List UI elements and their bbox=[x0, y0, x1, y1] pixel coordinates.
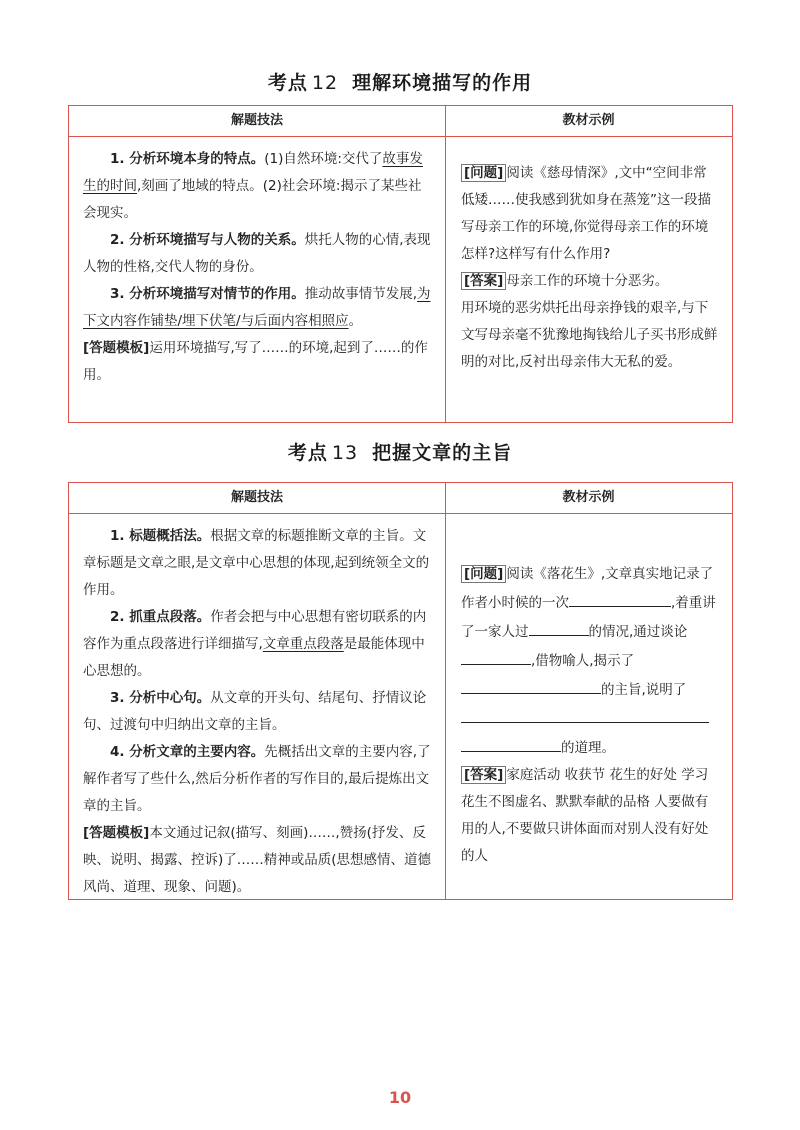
page-number: 10 bbox=[388, 1088, 412, 1107]
s2-technique-1: 1. 标题概括法。根据文章的标题推断文章的主旨。文章标题是文章之眼,是文章中心思想的体现,起到统领全文的作用。 bbox=[83, 528, 430, 598]
s1-answer-more: 用环境的恶劣烘托出母亲挣钱的艰辛,与下文写母亲毫不犹豫地掏钱给儿子买书形成鲜明的对比,反衬出母亲伟大无私的爱。 bbox=[461, 300, 718, 370]
blank-4 bbox=[461, 675, 601, 694]
s2-technique-2: 2. 抓重点段落。作者会把与中心思想有密切联系的内容作为重点段落进行详细描写,文章重点段落是最能体现中心思想的。 bbox=[83, 609, 427, 679]
section1-title-text: 理解环境描写的作用 bbox=[352, 72, 533, 94]
blank-3 bbox=[461, 646, 531, 665]
blank-5 bbox=[461, 704, 709, 723]
s1-technique-1: 1. 分析环境本身的特点。(1)自然环境:交代了故事发生的时间,刻画了地域的特点。(2)社会环境:揭示了某些社会现实。 bbox=[83, 151, 423, 221]
blank-1 bbox=[569, 588, 671, 607]
section1-column-divider bbox=[445, 106, 446, 422]
blank-6 bbox=[461, 733, 561, 752]
section2-title bbox=[0, 438, 800, 465]
s2-answer: [答案] 家庭活动 收获节 花生的好处 学习花生不图虚名、默默奉献的品格 人要做有用的人,不要做只讲体面而对别人没有好处的人 bbox=[461, 767, 709, 864]
section2-right-header: 教材示例 bbox=[445, 483, 732, 514]
s2-answer-template: [答题模板]本文通过记叙(描写、刻画)……,赞扬(抒发、反映、说明、揭露、控诉)了……精神或品质(思想感情、道德风尚、道理、现象、问题)。 bbox=[83, 825, 432, 895]
section2-title-text: 把握文章的主旨 bbox=[372, 442, 513, 464]
section1-right-header: 教材示例 bbox=[445, 106, 732, 137]
section1-left-header: 解题技法 bbox=[69, 106, 445, 137]
section2-right-content bbox=[461, 561, 719, 870]
s2-technique-4: 4. 分析文章的主要内容。先概括出文章的主要内容,了解作者写了些什么,然后分析作者的写作目的,最后提炼出文章的主旨。 bbox=[83, 744, 431, 814]
s2-question: [问题] 阅读《落花生》,文章真实地记录了作者小时候的一次 ,着重讲了一家人过 的情况,通过谈论,借物喻人,揭示了的主旨,说明了的道理。 bbox=[461, 566, 716, 756]
section1-right-content bbox=[461, 160, 719, 376]
section1-title-prefix: 考点 bbox=[267, 72, 308, 94]
section2-title-num: 13 bbox=[331, 442, 359, 464]
s1-answer-template: [答题模板]运用环境描写,写了……的环境,起到了……的作用。 bbox=[83, 340, 428, 383]
section2-column-divider bbox=[445, 483, 446, 899]
s1-technique-2: 2. 分析环境描写与人物的关系。烘托人物的心情,表现人物的性格,交代人物的身份。 bbox=[83, 232, 431, 275]
blank-2 bbox=[529, 617, 589, 636]
section2-table bbox=[68, 482, 733, 900]
section1-title-num: 12 bbox=[311, 72, 339, 94]
s1-answer: [答案] 母亲工作的环境十分恶劣。 bbox=[461, 268, 719, 295]
section2-left-content bbox=[83, 523, 433, 901]
section2-title-prefix: 考点 bbox=[287, 442, 328, 464]
section2-left-header: 解题技法 bbox=[69, 483, 445, 514]
s1-technique-3: 3. 分析环境描写对情节的作用。推动故事情节发展,为下文内容作铺垫/埋下伏笔/与后面内容相照应。 bbox=[83, 286, 431, 329]
section1-title bbox=[0, 68, 800, 95]
section1-left-content bbox=[83, 146, 433, 389]
s2-technique-3: 3. 分析中心句。从文章的开头句、结尾句、抒情议论句、过渡句中归纳出文章的主旨。 bbox=[83, 690, 427, 733]
s1-question: [问题] 阅读《慈母情深》,文中“空间非常低矮……使我感到犹如身在蒸笼”这一段描写母亲工作的环境,你觉得母亲工作的环境怎样?这样写有什么作用? bbox=[461, 165, 711, 262]
section1-table bbox=[68, 105, 733, 423]
